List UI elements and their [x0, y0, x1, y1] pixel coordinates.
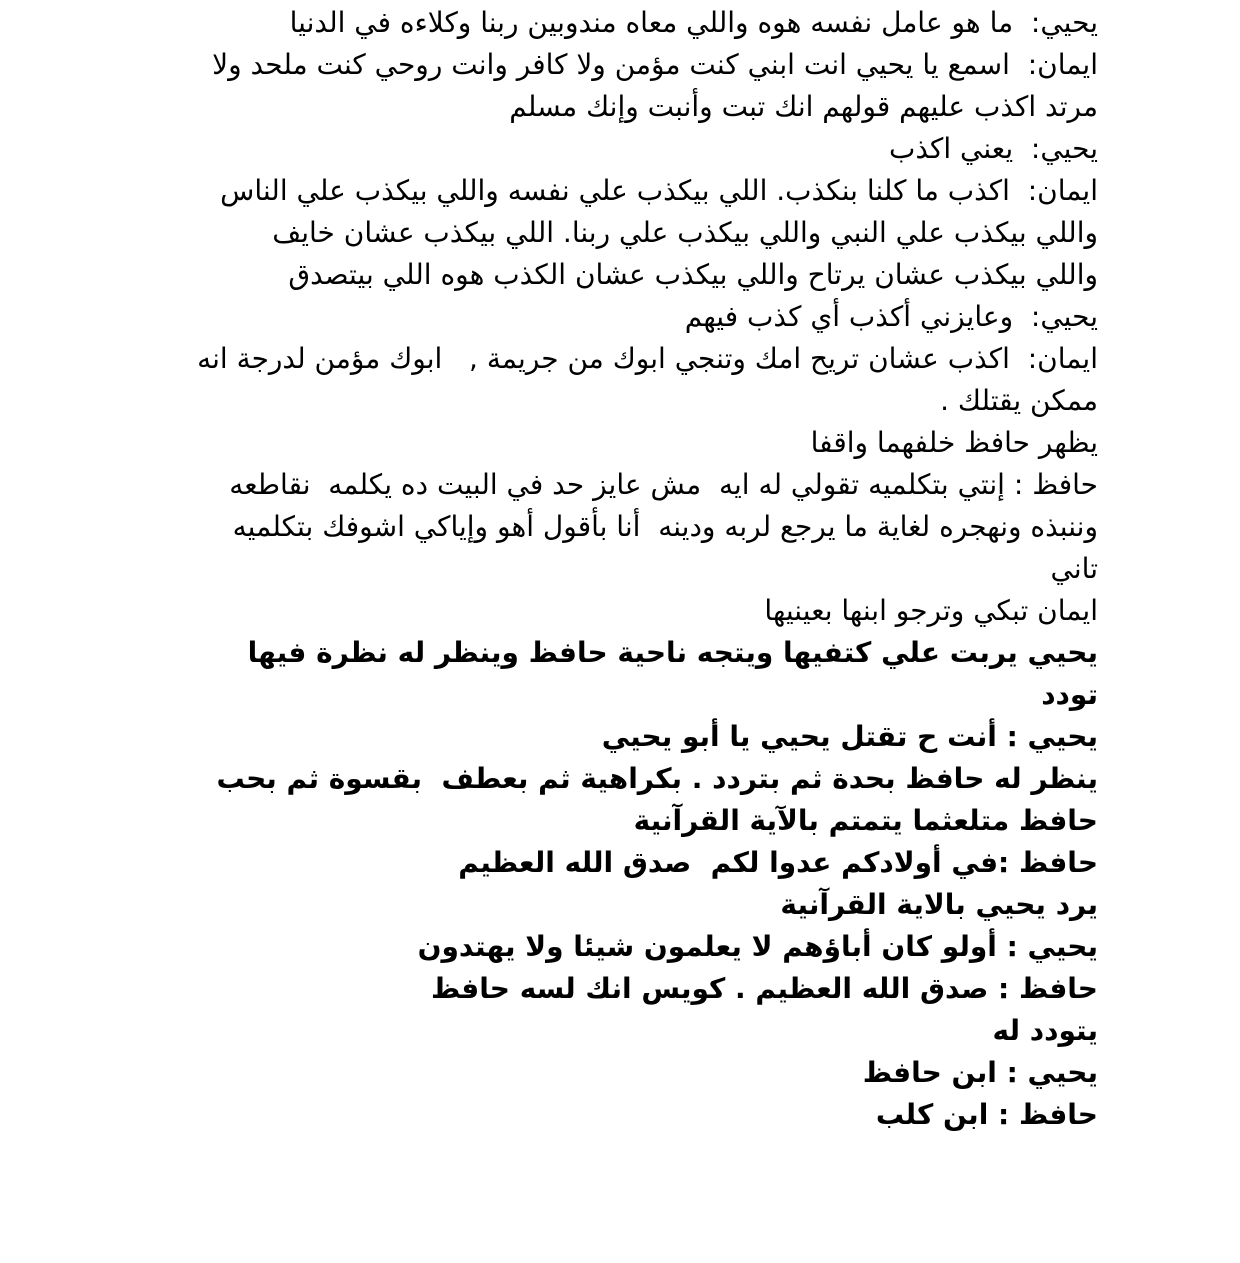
script-line: تاني	[1050, 552, 1098, 585]
script-line: يحيي: يعني اكذب	[888, 132, 1098, 165]
script-line: يحيي : أولو كان أباؤهم لا يعلمون شيئا ولا يهتدون	[417, 930, 1098, 963]
script-line: يحيي : أنت ح تقتل يحيي يا أبو يحيي	[601, 720, 1098, 753]
script-line: ايمان: اكذب عشان تريح امك وتنجي ابوك من جريمة , ابوك مؤمن لدرجة انه	[197, 342, 1098, 375]
script-line: ينظر له حافظ بحدة ثم بتردد . بكراهية ثم بعطف بقسوة ثم بحب	[216, 762, 1098, 795]
script-line: تودد	[1041, 678, 1098, 711]
script-line: حافظ : صدق الله العظيم . كويس انك لسه حافظ	[430, 972, 1098, 1005]
script-line: حافظ :في أولادكم عدوا لكم صدق الله العظيم	[458, 846, 1098, 879]
script-line: يرد يحيي بالاية القرآنية	[780, 888, 1098, 921]
script-line: يتودد له	[992, 1014, 1098, 1047]
script-line: يحيي يربت علي كتفيها ويتجه ناحية حافظ وينظر له نظرة فيها	[247, 636, 1098, 669]
script-text	[60, 2, 1098, 1136]
script-line: واللي بيكذب علي النبي واللي بيكذب علي ربنا. اللي بيكذب عشان خايف	[272, 216, 1098, 249]
script-line: يحيي : ابن حافظ	[862, 1056, 1098, 1089]
script-line: يحيي: وعايزني أكذب أي كذب فيهم	[684, 300, 1098, 333]
script-line: يحيي: ما هو عامل نفسه هوه واللي معاه مندوبين ربنا وكلاءه في الدنيا	[289, 6, 1098, 39]
script-line: مرتد اكذب عليهم قولهم انك تبت وأنبت وإنك مسلم	[509, 90, 1098, 123]
script-line: حافظ متلعثما يتمتم بالآية القرآنية	[633, 804, 1098, 837]
script-line: ايمان تبكي وترجو ابنها بعينيها	[764, 594, 1098, 627]
script-line: وننبذه ونهجره لغاية ما يرجع لربه ودينه أنا بأقول أهو وإياكي اشوفك بتكلميه	[232, 510, 1098, 543]
script-line: ممكن يقتلك .	[940, 384, 1098, 417]
script-line: ايمان: اكذب ما كلنا بنكذب. اللي بيكذب علي نفسه واللي بيكذب علي الناس	[220, 174, 1098, 207]
script-line: حافظ : إنتي بتكلميه تقولي له ايه مش عايز حد في البيت ده يكلمه نقاطعه	[229, 468, 1098, 501]
script-line: واللي بيكذب عشان يرتاح واللي بيكذب عشان الكذب هوه اللي بيتصدق	[288, 258, 1098, 291]
script-line: ايمان: اسمع يا يحيي انت ابني كنت مؤمن ولا كافر وانت روحي كنت ملحد ولا	[212, 48, 1098, 81]
script-line: حافظ : ابن كلب	[875, 1098, 1098, 1131]
script-line: يظهر حافظ خلفهما واقفا	[810, 426, 1098, 459]
